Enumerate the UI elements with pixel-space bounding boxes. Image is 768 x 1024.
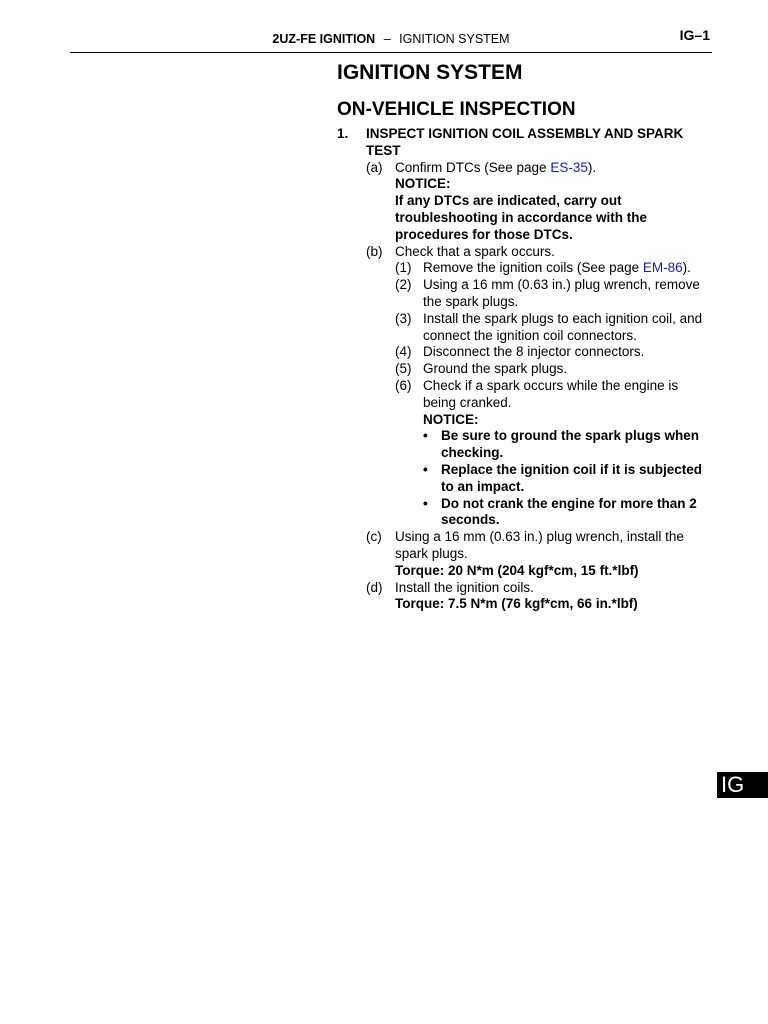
- bullet-icon: •: [423, 461, 428, 477]
- substep-d-label: (d): [366, 579, 383, 595]
- step-b5: (5) Ground the spark plugs.: [395, 361, 568, 377]
- notice-line: procedures for those DTCs.: [395, 226, 573, 242]
- main-content: [337, 60, 717, 613]
- notice-label: NOTICE:: [395, 176, 451, 192]
- substep-a-text: Confirm DTCs (See page ES-35).: [395, 159, 597, 175]
- notice-b-label: NOTICE:: [423, 411, 479, 427]
- step-1-heading: INSPECT IGNITION COIL ASSEMBLY AND SPARK TEST: [366, 126, 684, 158]
- step-b4: (4) Disconnect the 8 injector connectors.: [395, 344, 645, 360]
- link-es-35[interactable]: ES-35: [550, 159, 588, 175]
- torque-spec-d: Torque: 7.5 N*m (76 kgf*cm, 66 in.*lbf): [395, 596, 638, 612]
- substep-a: [366, 160, 717, 177]
- step-b1: (1) Remove the ignition coils (See page EM-86).: [395, 260, 691, 276]
- section-tab: [717, 772, 768, 798]
- header-section: IGNITION SYSTEM: [399, 32, 510, 46]
- substep-a-label: (a): [366, 159, 383, 175]
- substep-d: (d) Install the ignition coils.: [366, 579, 534, 595]
- notice-line: troubleshooting in accordance with the: [395, 209, 648, 225]
- header-title: [70, 32, 712, 46]
- section-tab-label: IG: [721, 772, 745, 797]
- step-b2: (2) Using a 16 mm (0.63 in.) plug wrench, remove the spark plugs.: [395, 277, 700, 309]
- link-em-86[interactable]: EM-86: [642, 260, 683, 276]
- step-b3: (3) Install the spark plugs to each ignition coil, and connect the ignition coil connectors.: [395, 310, 703, 343]
- torque-spec-c: Torque: 20 N*m (204 kgf*cm, 15 ft.*lbf): [395, 562, 639, 578]
- substep-b-text: Check that a spark occurs.: [395, 243, 555, 259]
- header-separator: –: [383, 32, 391, 46]
- notice-a: [395, 176, 717, 243]
- bullet-icon: •: [423, 428, 428, 444]
- notice-line: If any DTCs are indicated, carry out: [395, 193, 622, 209]
- step-1: [337, 126, 717, 160]
- section-title: ON-VEHICLE INSPECTION: [337, 99, 576, 120]
- page-header: [70, 26, 712, 53]
- notice-bullet: • Do not crank the engine for more than 2 seconds.: [423, 495, 697, 528]
- step-b6: (6) Check if a spark occurs while the engine is being cranked.: [395, 377, 679, 410]
- header-model: 2UZ-FE IGNITION: [272, 32, 376, 46]
- substep-c: (c) Using a 16 mm (0.63 in.) plug wrench, install the spark plugs.: [366, 529, 684, 561]
- notice-bullet: • Be sure to ground the spark plugs when checking.: [423, 428, 700, 461]
- page-title: IGNITION SYSTEM: [337, 61, 523, 84]
- bullet-icon: •: [423, 495, 428, 511]
- substep-b: [366, 244, 717, 261]
- header-page-id: IG–1: [679, 27, 710, 43]
- step-1-number: 1.: [337, 126, 349, 141]
- substep-b-label: (b): [366, 243, 383, 259]
- notice-bullet: • Replace the ignition coil if it is subjected to an impact.: [423, 461, 703, 494]
- substep-c-label: (c): [366, 529, 382, 545]
